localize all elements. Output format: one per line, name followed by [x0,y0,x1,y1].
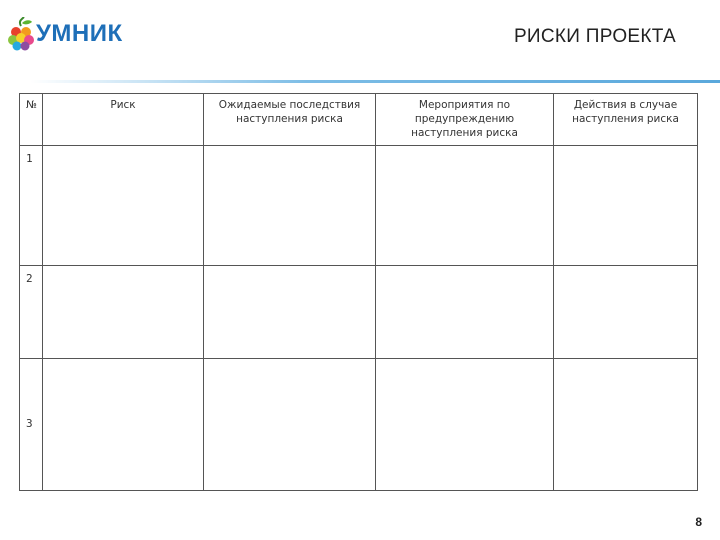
table-row [20,266,698,358]
cell-actions[interactable] [554,146,698,266]
row-number: 2 [20,266,43,358]
row-number: 1 [20,146,43,266]
header-consequences: Ожидаемые последствия наступления риска [204,94,376,146]
slide-title: РИСКИ ПРОЕКТА [513,26,676,47]
cell-consequences[interactable] [204,266,376,358]
cell-prevention[interactable] [376,146,554,266]
cell-actions[interactable] [554,358,698,490]
header-prevention: Мероприятия по предупреждению наступления риска [376,94,554,146]
cell-consequences[interactable] [204,358,376,490]
cell-risk[interactable] [43,358,204,490]
risk-table [19,93,698,491]
header-risk: Риск [43,94,204,146]
row-number: 3 [20,358,43,490]
logo-text: УМНИК [36,20,123,47]
table-row [20,146,698,266]
table-row [20,358,698,490]
cell-prevention[interactable] [376,358,554,490]
brand-logo [8,14,123,54]
header-number: № [20,94,43,146]
cell-consequences[interactable] [204,146,376,266]
cell-actions[interactable] [554,266,698,358]
table-header-row [20,94,698,146]
page-number: 8 [695,515,702,529]
cell-prevention[interactable] [376,266,554,358]
cell-risk[interactable] [43,146,204,266]
header-actions: Действия в случае наступления риска [554,94,698,146]
apple-logo-icon [8,17,34,51]
title-divider [30,80,720,83]
cell-risk[interactable] [43,266,204,358]
